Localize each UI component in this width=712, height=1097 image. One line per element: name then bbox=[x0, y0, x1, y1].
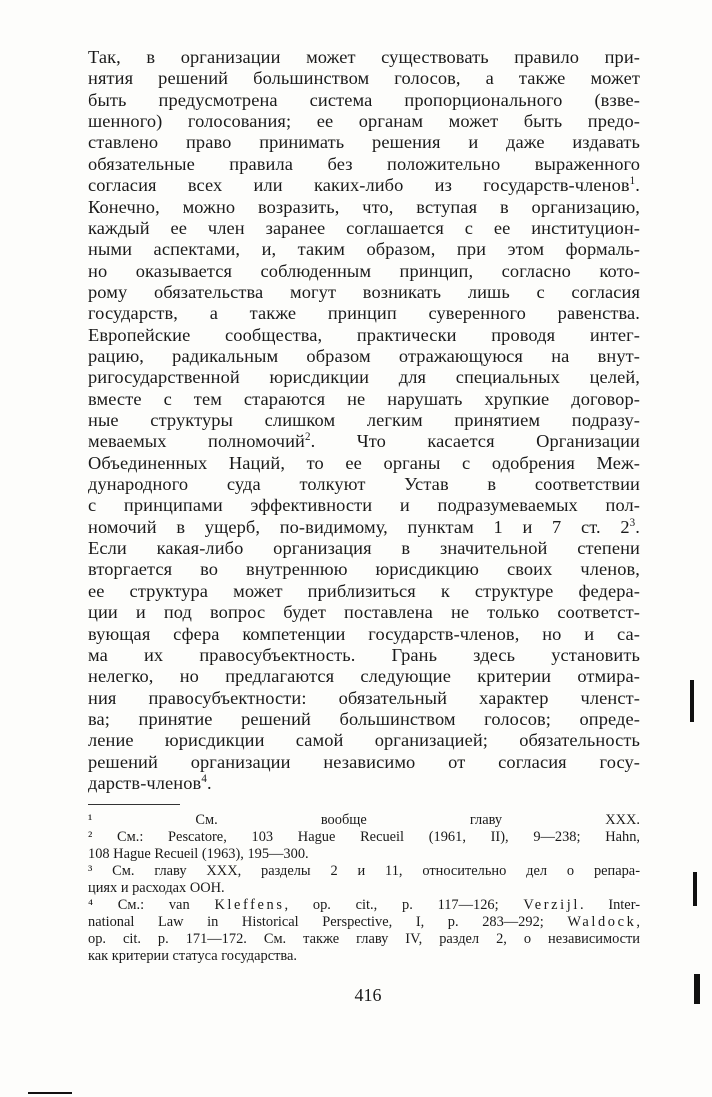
footnote-2: ² См.: Pescatore, 103 Hague Recueil (1961, II), 9—238; Hahn, bbox=[88, 829, 640, 845]
page-number: 416 bbox=[354, 985, 382, 1005]
text-line: но оказывается соблюденным принцип, согласно кото- bbox=[88, 260, 640, 281]
text-line: ные структуры слишком легким принятием подразу- bbox=[88, 410, 640, 430]
text-line: дарств-членов$^4$. bbox=[88, 772, 212, 793]
book-page bbox=[88, 46, 640, 1005]
footnote-separator bbox=[88, 804, 180, 805]
main-text bbox=[88, 46, 640, 792]
text-line: нятия решений большинством голосов, а также может bbox=[88, 68, 640, 89]
text-line: нелегко, но предлагаются следующие критерии отмира- bbox=[88, 666, 640, 687]
footnote-ref: 4 bbox=[201, 772, 207, 785]
text-line: Если какая-либо организация в значительной степени bbox=[88, 538, 640, 559]
author-verzijl: Verzijl bbox=[523, 897, 580, 913]
text-line: рацию, радикальным образом отражающуюся на внут- bbox=[88, 345, 640, 366]
text-line: с принципами эффективности и подразумеваемых пол- bbox=[88, 495, 640, 516]
text-line: обязательные правила без положительно выраженного bbox=[88, 153, 640, 174]
footnote-ref: 1 bbox=[629, 174, 636, 187]
footnote-4-comma: , bbox=[636, 914, 640, 930]
footnote-ref: 3 bbox=[629, 516, 636, 529]
text-line: решений организации независимо от согласия госу- bbox=[88, 751, 640, 772]
footnote-4-cont bbox=[88, 914, 640, 931]
text-line: ными аспектами, и, таким образом, при этом формаль- bbox=[88, 239, 640, 260]
scan-bottom-mark bbox=[28, 1092, 72, 1094]
text-line: ригосударственной юрисдикции для специальных целей, bbox=[88, 367, 640, 388]
text-line: вующая сфера компетенции государств-членов, но и са- bbox=[88, 623, 640, 644]
text-line: Европейские сообщества, практически проводя интег- bbox=[88, 324, 640, 345]
scan-margin-mark bbox=[690, 680, 694, 722]
text-line: ставлено право принимать решения и даже издавать bbox=[88, 132, 640, 153]
footnote-3: ³ См. главу XXX, разделы 2 и 11, относительно дел о репара- bbox=[88, 863, 640, 879]
scan-margin-mark bbox=[693, 872, 697, 906]
text-line: Объединенных Наций, то ее органы с одобрения Меж- bbox=[88, 452, 640, 473]
text-line: ее структура может приблизиться к структуре федера- bbox=[88, 580, 640, 601]
text-line: каждый ее член заранее соглашается с ее институцион- bbox=[88, 217, 640, 238]
text-line: вместе с тем стараются не нарушать хрупкие договор- bbox=[88, 388, 640, 409]
text-line: ма их правосубъектность. Грань здесь установить bbox=[88, 644, 640, 665]
footnote-ref: 2 bbox=[304, 431, 311, 444]
author-waldock: Waldock bbox=[567, 914, 637, 930]
text-line: Конечно, можно возразить, что, вступая в организацию, bbox=[88, 196, 640, 217]
footnote-4-cont2: op. cit. p. 171—172. См. также главу IV, раздел 2, о независимости bbox=[88, 931, 640, 947]
text-line: ции и под вопрос будет поставлена не только соответст- bbox=[88, 602, 640, 623]
footnote-1: ¹ См. вообще главу XXX. bbox=[88, 812, 640, 828]
text-line: меваемых полномочий$^2$. Что касается Организации bbox=[88, 431, 640, 452]
footnote-4 bbox=[88, 897, 640, 914]
text-line: быть предусмотрена система пропорционального (взве- bbox=[88, 89, 640, 110]
author-kleffens: Kleffens bbox=[214, 897, 285, 913]
text-line: согласия всех или каких-либо из государств-членов$^1$. bbox=[88, 174, 640, 196]
text-line: рому обязательства могут возникать лишь с согласия bbox=[88, 281, 640, 302]
footnote-4-mid2: . Inter- bbox=[579, 897, 640, 913]
text-line: ния правосубъектности: обязательный характер членст- bbox=[88, 687, 640, 708]
text-line: ление юрисдикции самой организацией; обязательность bbox=[88, 730, 640, 751]
text-line: ва; принятие решений большинством голосов; опреде- bbox=[88, 708, 640, 729]
footnote-2-cont: 108 Hague Recueil (1963), 195—300. bbox=[88, 846, 309, 862]
footnote-3-cont: циях и расходах ООН. bbox=[88, 880, 225, 896]
text-line: шенного) голосования; ее органам может быть предо- bbox=[88, 111, 640, 132]
footnote-4-line2: national Law in Historical Perspective, I, p. 283—292; bbox=[88, 914, 544, 930]
text-line: дународного суда толкуют Устав в соответствии bbox=[88, 474, 640, 494]
text-line: Так, в организации может существовать правило при- bbox=[88, 47, 640, 67]
scan-margin-mark bbox=[694, 974, 700, 1004]
text-line: вторгается во внутреннюю юрисдикцию своих членов, bbox=[88, 559, 640, 580]
footnote-4-mid: , op. cit., p. 117—126; bbox=[284, 897, 499, 913]
text-line: государств, а также принцип суверенного равенства. bbox=[88, 303, 640, 324]
text-line: номочий в ущерб, по-видимому, пунктам 1 и 7 ст. $2^3$. bbox=[88, 516, 640, 537]
footnote-4-cont3: как критерии статуса государства. bbox=[88, 948, 297, 964]
footnote-4-start: ⁴ См.: van bbox=[88, 897, 190, 913]
